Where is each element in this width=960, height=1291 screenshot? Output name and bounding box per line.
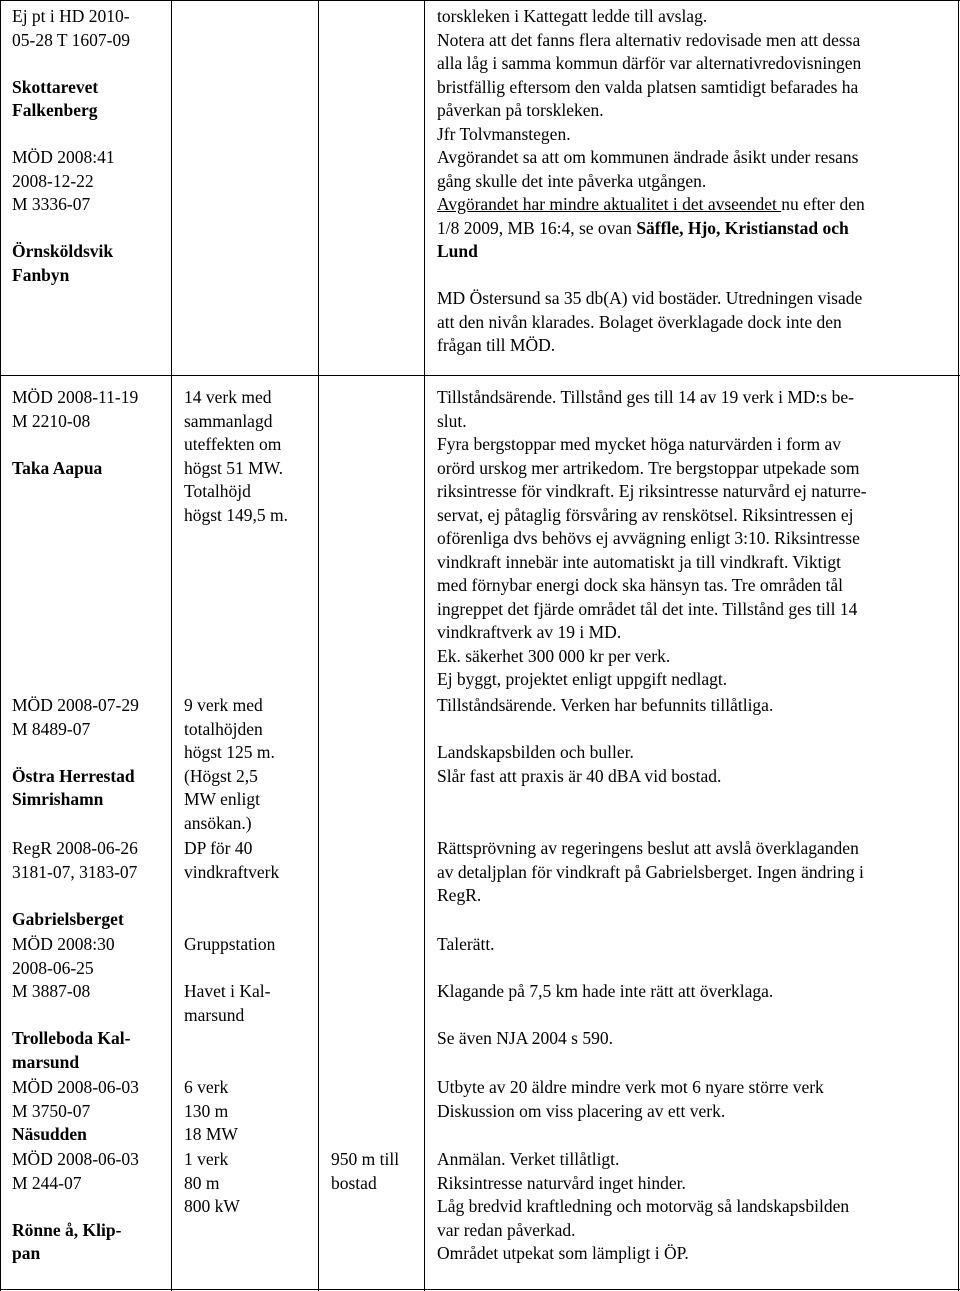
comment-line: att den nivån klarades. Bolaget överklagade dock inte den	[437, 311, 842, 332]
comment-text: nu efter den	[781, 194, 865, 214]
project-detail-line: 6 verk	[184, 1077, 229, 1097]
comment-line	[437, 193, 865, 217]
comment-line: RegR.	[437, 885, 482, 905]
case-reference-line: 2008-06-25	[12, 957, 94, 978]
comment-line: slut.	[437, 410, 467, 431]
comment-line: Diskussion om viss placering av ett verk.	[437, 1100, 726, 1121]
project-detail-line: DP för 40	[184, 838, 253, 858]
comment-line: Området utpekat som lämpligt i ÖP.	[437, 1243, 689, 1263]
comment-line: Låg bredvid kraftledning och motorväg så landskapsbilden	[437, 1196, 850, 1216]
case-place-name: Falkenberg	[12, 100, 98, 120]
bold-place-list: Lund	[437, 241, 478, 261]
project-detail-line: 9 verk med	[184, 695, 263, 715]
case-trolleboda	[12, 933, 130, 1074]
comment-line: Fyra bergstoppar med mycket höga naturvärden i form av	[437, 434, 841, 454]
project-detail-line: ansökan.)	[184, 812, 252, 833]
case-place-name: Näsudden	[12, 1124, 87, 1144]
case-reference-line: MÖD 2008-06-03	[12, 1149, 139, 1169]
distance-ronne-a	[331, 1148, 399, 1195]
comment-line	[437, 217, 865, 241]
project-detail-line: 18 MW	[184, 1124, 238, 1144]
row1-case-reference-cell	[12, 5, 130, 287]
project-detail-line: 14 verk med	[184, 387, 272, 407]
comment-line: Klagande på 7,5 km hade inte rätt att överklaga.	[437, 981, 774, 1001]
project-ronne-a	[184, 1148, 240, 1219]
case-reference-line: Ej pt i HD 2010-	[12, 6, 130, 26]
comment-line: ingreppet det fjärde området tål det inte. Tillstånd ges till 14	[437, 598, 858, 619]
project-taka-aapua	[184, 386, 288, 527]
case-reference-line: 3181-07, 3183-07	[12, 861, 138, 882]
comment-taka-aapua	[437, 386, 867, 692]
comment-line: alla låg i samma kommun därför var alternativredovisningen	[437, 53, 862, 73]
comment-line: påverkan på torskleken.	[437, 100, 604, 120]
comment-line: Ej byggt, projektet enligt uppgift nedlagt.	[437, 669, 728, 689]
project-detail-line: högst 51 MW.	[184, 457, 284, 478]
table-border-left	[0, 0, 1, 1291]
case-place-name: Skottarevet	[12, 76, 99, 97]
comment-line: bristfällig eftersom den valda platsen samtidigt befarades ha	[437, 76, 859, 97]
case-reference-line: MÖD 2008-11-19	[12, 387, 139, 407]
case-ronne-a	[12, 1148, 139, 1266]
comment-line: av detaljplan för vindkraft på Gabrielsberget. Ingen ändring i	[437, 861, 864, 882]
project-detail-line: Totalhöjd	[184, 481, 251, 501]
case-place-name: marsund	[12, 1051, 80, 1072]
case-ostra-herrestad	[12, 694, 139, 812]
comment-line: Anmälan. Verket tillåtligt.	[437, 1149, 620, 1169]
case-reference-line: MÖD 2008-06-03	[12, 1077, 139, 1097]
case-reference-line: M 2210-08	[12, 410, 91, 431]
project-detail-line: 1 verk	[184, 1149, 229, 1169]
comment-line: Landskapsbilden och buller.	[437, 742, 634, 762]
comment-line: var redan påverkad.	[437, 1219, 576, 1240]
column-divider-1	[171, 0, 172, 1291]
comment-line: Utbyte av 20 äldre mindre verk mot 6 nyare större verk	[437, 1077, 824, 1097]
case-reference-line: 05-28 T 1607-09	[12, 29, 130, 50]
table-border-top	[0, 0, 960, 1]
project-detail-line: 800 kW	[184, 1196, 240, 1216]
case-taka-aapua	[12, 386, 138, 480]
project-detail-line: högst 149,5 m.	[184, 504, 289, 525]
row1-comment-cell	[437, 5, 865, 358]
comment-line: Jfr Tolvmanstegen.	[437, 123, 571, 144]
column-divider-2	[318, 0, 319, 1291]
distance-line: bostad	[331, 1172, 377, 1193]
comment-line: Slår fast att praxis är 40 dBA vid bostad.	[437, 765, 722, 786]
bold-place-list: Säffle, Hjo, Kristianstad och	[636, 217, 849, 238]
comment-text: 1/8 2009, MB 16:4, se ovan	[437, 217, 637, 238]
case-nasudden	[12, 1076, 139, 1147]
project-detail-line: högst 125 m.	[184, 742, 275, 762]
case-gabrielsberget	[12, 837, 138, 931]
case-reference-line: M 244-07	[12, 1172, 82, 1193]
case-reference-line: 2008-12-22	[12, 170, 94, 191]
comment-line: vindkraft innebär inte automatiskt ja till vindkraft. Viktigt	[437, 551, 841, 572]
case-place-name: Fanbyn	[12, 264, 70, 285]
project-detail-line: MW enligt	[184, 789, 260, 809]
project-nasudden	[184, 1076, 238, 1147]
case-reference-line: RegR 2008-06-26	[12, 838, 138, 858]
project-detail-line: totalhöjden	[184, 718, 263, 739]
comment-line: Riksintresse naturvård inget hinder.	[437, 1172, 686, 1193]
comment-line: servat, ej påtaglig försvåring av renskötsel. Riksintressen ej	[437, 504, 854, 525]
comment-gabrielsberget	[437, 837, 864, 908]
comment-line: Ek. säkerhet 300 000 kr per verk.	[437, 645, 671, 666]
project-detail-line: Havet i Kal-	[184, 981, 271, 1001]
comment-line: Tillståndsärende. Tillstånd ges till 14 av 19 verk i MD:s be-	[437, 387, 854, 407]
comment-line: gång skulle det inte påverka utgången.	[437, 170, 707, 191]
comment-line: Tillståndsärende. Verken har befunnits tillåtliga.	[437, 695, 774, 715]
column-divider-3	[424, 0, 425, 1291]
project-detail-line: Gruppstation	[184, 934, 276, 954]
comment-line: frågan till MÖD.	[437, 335, 556, 355]
project-detail-line: marsund	[184, 1004, 245, 1025]
project-detail-line: 80 m	[184, 1172, 220, 1193]
comment-line: torskleken i Kattegatt ledde till avslag.	[437, 6, 708, 26]
comment-line: MD Östersund sa 35 db(A) vid bostäder. Utredningen visade	[437, 288, 863, 308]
case-place-name: pan	[12, 1243, 41, 1263]
project-detail-line: 130 m	[184, 1100, 229, 1121]
comment-trolleboda	[437, 933, 773, 1051]
table-border-right	[958, 0, 959, 1291]
underlined-text: Avgörandet har mindre aktualitet i det avseendet	[437, 194, 782, 214]
project-detail-line: sammanlagd	[184, 410, 273, 431]
case-place-name: Simrishamn	[12, 789, 104, 809]
case-place-name: Östra Herrestad	[12, 765, 135, 786]
case-reference-line: MÖD 2008:41	[12, 147, 115, 167]
comment-line: Notera att det fanns flera alternativ redovisade men att dessa	[437, 29, 861, 50]
comment-line: Avgörandet sa att om kommunen ändrade åsikt under resans	[437, 147, 859, 167]
case-reference-line: M 3336-07	[12, 194, 91, 214]
comment-line: orörd urskog mer artrikedom. Tre bergstoppar utpekade som	[437, 457, 860, 478]
comment-line: riksintresse för vindkraft. Ej riksintresse naturvård ej naturre-	[437, 481, 867, 501]
project-detail-line: (Högst 2,5	[184, 765, 258, 786]
case-reference-line: M 3887-08	[12, 981, 91, 1001]
row-divider	[0, 375, 960, 376]
case-reference-line: M 3750-07	[12, 1100, 91, 1121]
project-detail-line: vindkraftverk	[184, 861, 280, 882]
case-place-name: Taka Aapua	[12, 457, 103, 478]
case-reference-line: M 8489-07	[12, 718, 91, 739]
comment-line: Rättsprövning av regeringens beslut att avslå överklaganden	[437, 838, 859, 858]
case-reference-line: MÖD 2008-07-29	[12, 695, 139, 715]
comment-line: oförenliga dvs behövs ej avvägning enligt 3:10. Riksintresse	[437, 528, 860, 548]
case-place-name: Örnsköldsvik	[12, 241, 114, 261]
comment-ronne-a	[437, 1148, 849, 1266]
project-detail-line: uteffekten om	[184, 434, 282, 454]
case-place-name: Rönne å, Klip-	[12, 1219, 122, 1240]
case-place-name: Trolleboda Kal-	[12, 1028, 131, 1048]
comment-line: Talerätt.	[437, 934, 495, 954]
comment-nasudden	[437, 1076, 824, 1123]
project-ostra-herrestad	[184, 694, 275, 835]
case-reference-line: MÖD 2008:30	[12, 934, 115, 954]
case-place-name: Gabrielsberget	[12, 908, 124, 929]
comment-line: vindkraftverk av 19 i MD.	[437, 622, 622, 642]
table-border-bottom	[0, 1289, 960, 1290]
comment-line: Se även NJA 2004 s 590.	[437, 1028, 613, 1048]
comment-ostra-herrestad	[437, 694, 773, 788]
project-trolleboda	[184, 933, 275, 1027]
distance-line: 950 m till	[331, 1149, 400, 1169]
project-gabrielsberget	[184, 837, 279, 884]
comment-line: med förnybar energi dock ska hänsyn tas. Tre områden tål	[437, 575, 843, 595]
